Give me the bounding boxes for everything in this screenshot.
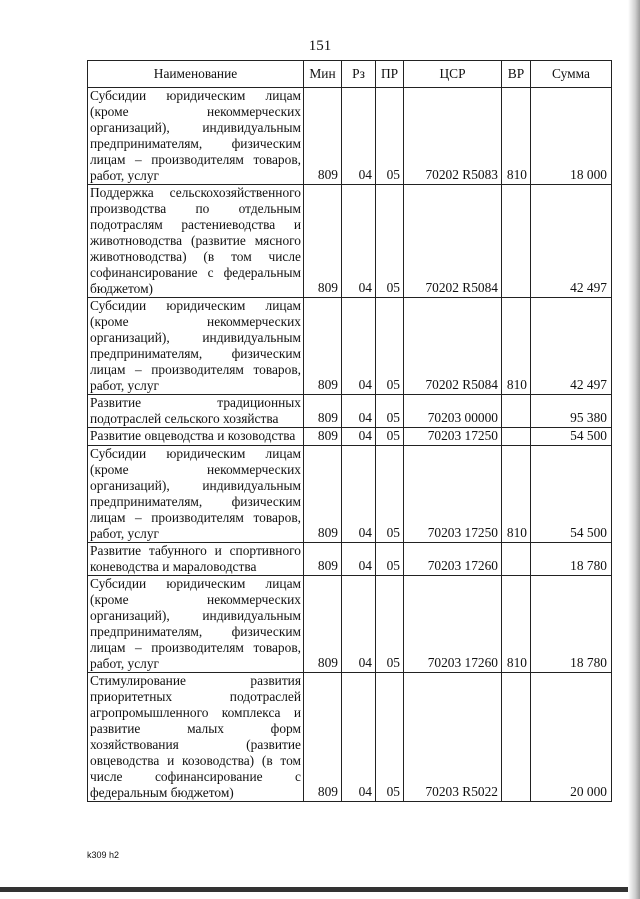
- table-row: [88, 428, 612, 446]
- header-csr: ЦСР: [404, 61, 502, 88]
- budget-table: [87, 60, 612, 802]
- row-pr: 05: [376, 576, 404, 673]
- row-sum: 54 500: [531, 428, 612, 446]
- header-vr: ВР: [502, 61, 531, 88]
- row-vr: [502, 395, 531, 428]
- header-sum: Сумма: [531, 61, 612, 88]
- table-row: [88, 88, 612, 185]
- row-name: Субсидии юридическим лицам (кроме некоммерческих организаций), индивидуальным предпринимателям, физическим лицам – производителям товаров, работ, услуг: [88, 446, 304, 543]
- row-sum: 42 497: [531, 298, 612, 395]
- row-name: Субсидии юридическим лицам (кроме некоммерческих организаций), индивидуальным предпринимателям, физическим лицам – производителям товаров, работ, услуг: [88, 298, 304, 395]
- row-rz: 04: [342, 428, 376, 446]
- row-rz: 04: [342, 298, 376, 395]
- row-vr: 810: [502, 576, 531, 673]
- row-vr: 810: [502, 298, 531, 395]
- header-min: Мин: [304, 61, 342, 88]
- row-min: 809: [304, 395, 342, 428]
- footer-code: k309 h2: [87, 850, 120, 860]
- row-csr: 70203 17250: [404, 428, 502, 446]
- row-csr: 70202 R5084: [404, 298, 502, 395]
- row-csr: 70203 17260: [404, 576, 502, 673]
- row-sum: 18 780: [531, 576, 612, 673]
- row-min: 809: [304, 446, 342, 543]
- row-pr: 05: [376, 395, 404, 428]
- row-rz: 04: [342, 185, 376, 298]
- row-csr: 70203 R5022: [404, 673, 502, 802]
- row-sum: 20 000: [531, 673, 612, 802]
- row-rz: 04: [342, 543, 376, 576]
- row-min: 809: [304, 428, 342, 446]
- scan-shadow-bar: [0, 887, 640, 892]
- table-row: [88, 543, 612, 576]
- row-csr: 70203 17250: [404, 446, 502, 543]
- table-row: [88, 395, 612, 428]
- row-csr: 70203 00000: [404, 395, 502, 428]
- row-name: Развитие овцеводства и козоводства: [88, 428, 304, 446]
- table-header-row: [88, 61, 612, 88]
- row-sum: 18 780: [531, 543, 612, 576]
- row-pr: 05: [376, 428, 404, 446]
- row-csr: 70202 R5084: [404, 185, 502, 298]
- row-min: 809: [304, 576, 342, 673]
- header-pr: ПР: [376, 61, 404, 88]
- row-vr: [502, 543, 531, 576]
- row-csr: 70203 17260: [404, 543, 502, 576]
- row-sum: 95 380: [531, 395, 612, 428]
- row-vr: 810: [502, 446, 531, 543]
- row-name: Субсидии юридическим лицам (кроме некоммерческих организаций), индивидуальным предпринимателям, физическим лицам – производителям товаров, работ, услуг: [88, 576, 304, 673]
- page-number: 151: [308, 38, 332, 54]
- row-name: Развитие традиционных подотраслей сельского хозяйства: [88, 395, 304, 428]
- row-pr: 05: [376, 446, 404, 543]
- row-min: 809: [304, 298, 342, 395]
- row-rz: 04: [342, 673, 376, 802]
- row-pr: 05: [376, 543, 404, 576]
- row-vr: [502, 428, 531, 446]
- row-rz: 04: [342, 88, 376, 185]
- row-min: 809: [304, 673, 342, 802]
- row-sum: 42 497: [531, 185, 612, 298]
- row-pr: 05: [376, 298, 404, 395]
- header-rz: Рз: [342, 61, 376, 88]
- row-rz: 04: [342, 395, 376, 428]
- row-rz: 04: [342, 446, 376, 543]
- row-name: Субсидии юридическим лицам (кроме некоммерческих организаций), индивидуальным предпринимателям, физическим лицам – производителям товаров, работ, услуг: [88, 88, 304, 185]
- row-rz: 04: [342, 576, 376, 673]
- row-name: Развитие табунного и спортивного коневодства и мараловодства: [88, 543, 304, 576]
- row-min: 809: [304, 88, 342, 185]
- row-min: 809: [304, 543, 342, 576]
- scan-edge-shadow: [628, 0, 640, 899]
- row-sum: 18 000: [531, 88, 612, 185]
- row-vr: [502, 185, 531, 298]
- row-vr: [502, 673, 531, 802]
- table-row: [88, 576, 612, 673]
- row-vr: 810: [502, 88, 531, 185]
- table-row: [88, 446, 612, 543]
- header-name: Наименование: [88, 61, 304, 88]
- row-pr: 05: [376, 673, 404, 802]
- row-min: 809: [304, 185, 342, 298]
- row-pr: 05: [376, 88, 404, 185]
- row-csr: 70202 R5083: [404, 88, 502, 185]
- row-name: Стимулирование развития приоритетных подотраслей агропромышленного комплекса и развитие малых форм хозяйствования (развитие овцеводства и козоводства) (в том числе софинансирование с федеральным бюджетом): [88, 673, 304, 802]
- table-row: [88, 673, 612, 802]
- row-sum: 54 500: [531, 446, 612, 543]
- table-row: [88, 185, 612, 298]
- row-pr: 05: [376, 185, 404, 298]
- table-row: [88, 298, 612, 395]
- row-name: Поддержка сельскохозяйственного производства по отдельным подотраслям растениеводства и животноводства (развитие мясного животноводства) (в том числе софинансирование с федеральным бюджетом): [88, 185, 304, 298]
